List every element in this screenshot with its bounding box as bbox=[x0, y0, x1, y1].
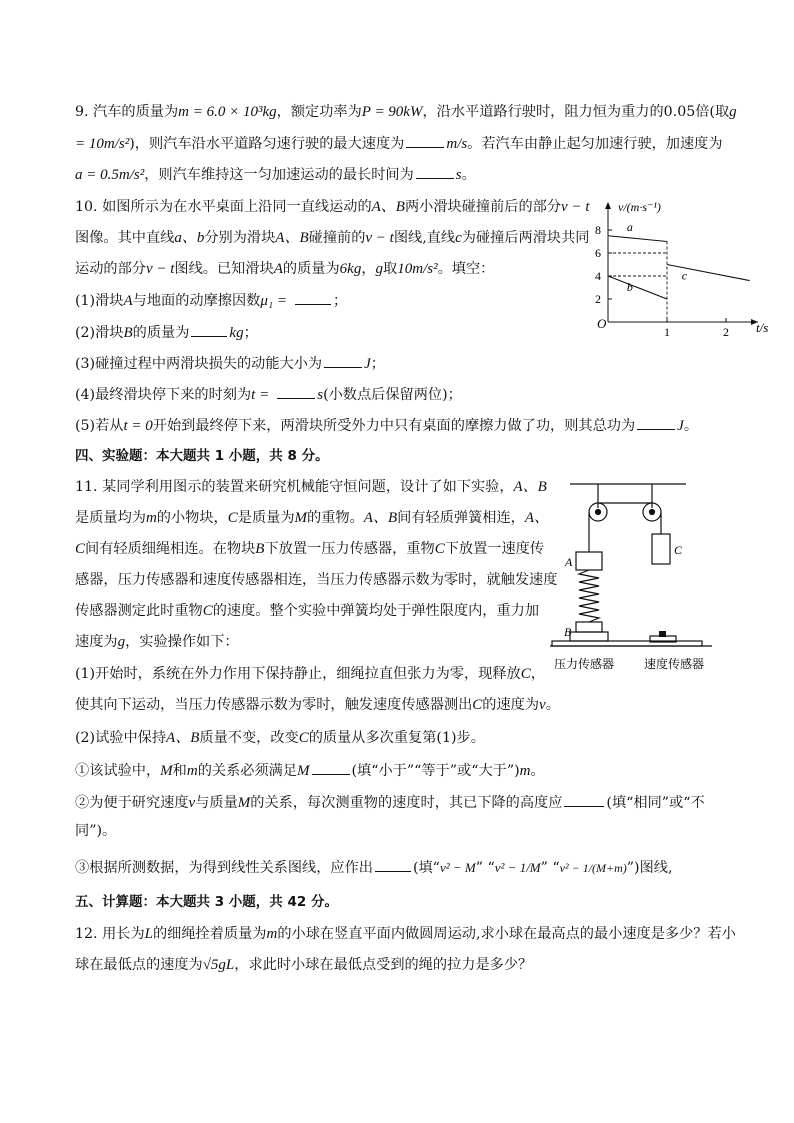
sensor-base bbox=[552, 641, 702, 646]
text: 球在最低点的速度为 bbox=[75, 957, 203, 973]
text: ”)图线, bbox=[626, 860, 673, 876]
q9-line-1 bbox=[75, 102, 737, 122]
q11-step-1-cont bbox=[75, 695, 560, 715]
x-tick-label: 1 bbox=[664, 325, 670, 336]
text: 下放置一速度传 bbox=[444, 541, 545, 557]
pulley-right-axle bbox=[650, 510, 655, 515]
section-heading: 五、计算题：本大题共 3 小题，共 42 分。 bbox=[75, 894, 338, 910]
text: 图线。已知滑块 bbox=[174, 261, 274, 277]
text: (小数点后保留两位)； bbox=[323, 387, 462, 403]
text: (1)开始时，系统在外力作用下保持静止，细绳拉直但张力为零，现释放 bbox=[75, 666, 521, 682]
pressure-sensor-label: 压力传感器 bbox=[554, 657, 615, 671]
text: 的关系，每次测重物的速度时，其已下降的高度应 bbox=[250, 795, 563, 811]
math: A bbox=[273, 261, 283, 277]
text: 使其向下运动，当压力传感器示数为零时，触发速度传感器测出 bbox=[75, 697, 473, 713]
math: C bbox=[298, 730, 309, 746]
pulley-left-axle bbox=[596, 510, 601, 515]
math: v − t bbox=[145, 261, 175, 277]
math: v bbox=[539, 697, 546, 713]
math: C bbox=[75, 541, 86, 557]
text: ②为便于研究速度 bbox=[75, 795, 189, 811]
text: 。 bbox=[530, 763, 545, 779]
text: )，则汽车沿水平道路匀速行驶的最大速度为 bbox=[129, 136, 405, 152]
y-tick-label: 2 bbox=[595, 292, 601, 306]
math: L bbox=[144, 926, 153, 942]
label-a: A bbox=[565, 555, 573, 569]
math: v bbox=[188, 795, 196, 811]
math: v² − 1/(M+m) bbox=[559, 861, 627, 875]
math: C bbox=[434, 541, 445, 557]
q12-line-2 bbox=[75, 955, 532, 975]
text: 传感器测定此时重物 bbox=[75, 603, 203, 619]
math: B bbox=[123, 325, 133, 341]
q10-part-5 bbox=[75, 415, 698, 436]
q10-line-2 bbox=[75, 228, 589, 248]
math: m bbox=[519, 763, 531, 779]
q10-part-4 bbox=[75, 384, 462, 405]
q11-line-4: 感器，压力传感器和速度传感器相连，当压力传感器示数为零时，就触发速度 bbox=[75, 572, 558, 588]
label-b: B bbox=[564, 625, 572, 639]
y-tick-label: 4 bbox=[595, 269, 601, 283]
text: 与质量 bbox=[195, 795, 238, 811]
math: P = 90kW bbox=[361, 104, 423, 120]
math: a、b bbox=[174, 230, 205, 246]
text: 。 bbox=[461, 167, 476, 183]
math: g bbox=[117, 634, 126, 650]
q11-line-6 bbox=[75, 632, 239, 652]
label-c: C bbox=[674, 543, 683, 557]
pressure-sensor-plate bbox=[570, 632, 608, 641]
block-b bbox=[576, 622, 602, 632]
text: 速度为 bbox=[75, 634, 118, 650]
text: 的重物。 bbox=[307, 510, 364, 526]
text: (1)滑块 bbox=[75, 293, 124, 309]
math: C bbox=[472, 697, 483, 713]
math: v − t bbox=[561, 199, 590, 215]
unit: kg bbox=[229, 325, 244, 341]
math: √5gL bbox=[202, 957, 235, 973]
y-axis-arrow bbox=[605, 202, 611, 209]
text: 运动的部分 bbox=[75, 261, 146, 277]
text: ，求此时小球在最低点受到的绳的拉力是多少？ bbox=[234, 957, 533, 973]
text: ，沿水平道路行驶时，阻力恒为重力的0.05倍(取 bbox=[422, 104, 730, 120]
math: m bbox=[145, 510, 157, 526]
text: (2)滑块 bbox=[75, 325, 124, 341]
text: 图线,直线 bbox=[393, 230, 456, 246]
answer-blank[interactable] bbox=[324, 353, 362, 368]
text: (填“相同”或“不 bbox=[606, 795, 705, 811]
text: 图像。其中直线 bbox=[75, 230, 175, 246]
q9-line-3 bbox=[75, 164, 476, 185]
math: M bbox=[297, 763, 310, 779]
math: v² − M bbox=[439, 860, 476, 875]
math: A、B bbox=[513, 479, 547, 495]
q12-line-1 bbox=[75, 924, 736, 944]
text: 开始到最终停下来，两滑块所受外力中只有桌面的摩擦力做了功，则其总功为 bbox=[152, 418, 636, 434]
text: (5)若从 bbox=[75, 418, 124, 434]
answer-blank[interactable] bbox=[416, 164, 454, 179]
series-line-c bbox=[667, 265, 750, 281]
math: A、 bbox=[524, 510, 549, 526]
q9-line-2 bbox=[75, 133, 723, 154]
text: 11. 某同学利用图示的装置来研究机械能守恒问题，设计了如下实验， bbox=[75, 479, 514, 495]
answer-blank[interactable] bbox=[406, 133, 444, 148]
q10-line-1 bbox=[75, 197, 590, 217]
text: 。若汽车由静止起匀加速行驶，加速度为 bbox=[467, 136, 723, 152]
q10-line-3 bbox=[75, 259, 494, 279]
label-b: b bbox=[626, 279, 633, 294]
text: 的小球在竖直平面内做圆周运动,求小球在最高点的最小速度是多少？若小 bbox=[277, 926, 736, 942]
text: (填“ bbox=[412, 860, 440, 876]
math: C bbox=[202, 603, 213, 619]
q11-q2 bbox=[75, 792, 705, 813]
math: A bbox=[123, 293, 133, 309]
speed-sensor-knob bbox=[659, 631, 666, 637]
q10-part-2 bbox=[75, 322, 258, 343]
y-axis-label: v/(m·s⁻¹) bbox=[618, 200, 661, 214]
origin-label: O bbox=[597, 316, 607, 331]
q11-line-2 bbox=[75, 508, 549, 528]
text: 10. 如图所示为在水平桌面上沿同一直线运动的 bbox=[75, 199, 372, 215]
text: ； bbox=[243, 325, 258, 341]
q11-line-5 bbox=[75, 601, 539, 621]
math: B bbox=[255, 541, 265, 557]
text: ； bbox=[370, 356, 385, 372]
text: 9. 汽车的质量为 bbox=[75, 104, 179, 120]
answer-blank[interactable] bbox=[191, 322, 227, 337]
math: v − t bbox=[365, 230, 394, 246]
text: 的质量从多次重复第(1)步。 bbox=[308, 730, 485, 746]
text: 与地面的动摩擦因数 bbox=[132, 293, 261, 309]
q10-part-1 bbox=[75, 290, 347, 311]
apparatus-figure bbox=[540, 478, 720, 676]
math: 6kg bbox=[339, 261, 362, 277]
text: 是质量为 bbox=[237, 510, 295, 526]
y-tick-label: 6 bbox=[595, 246, 601, 260]
text: ， bbox=[361, 261, 376, 277]
text: 的速度为 bbox=[482, 697, 540, 713]
q11-step-2 bbox=[75, 728, 485, 748]
label-c: c bbox=[681, 268, 688, 283]
series-line-b bbox=[608, 276, 667, 299]
text: 下放置一压力传感器，重物 bbox=[264, 541, 435, 557]
text: 质量不变，改变 bbox=[199, 730, 299, 746]
text: 。 bbox=[683, 418, 699, 434]
answer-blank[interactable] bbox=[312, 760, 350, 775]
speed-sensor-label: 速度传感器 bbox=[644, 657, 705, 671]
math: t = 0 bbox=[123, 418, 153, 434]
label-a: a bbox=[626, 220, 633, 235]
y-tick-label: 8 bbox=[595, 223, 601, 237]
math: M bbox=[160, 763, 173, 779]
math: = 10m/s² bbox=[75, 136, 130, 152]
q11-line-3 bbox=[75, 539, 544, 559]
vt-graph bbox=[588, 196, 788, 336]
series-line-a bbox=[608, 236, 667, 242]
text: 的小物块， bbox=[156, 510, 228, 526]
math: g bbox=[729, 104, 737, 120]
text: ” “ bbox=[540, 860, 560, 876]
answer-blank[interactable] bbox=[564, 792, 604, 807]
math: v² − 1/M bbox=[494, 860, 541, 875]
unit: J bbox=[364, 356, 371, 372]
math: M bbox=[237, 795, 251, 811]
text: ，实验操作如下： bbox=[125, 634, 239, 650]
answer-blank[interactable] bbox=[277, 384, 315, 399]
q11-line-1 bbox=[75, 477, 547, 497]
math: C bbox=[520, 666, 531, 682]
spring bbox=[579, 570, 599, 622]
text: (4)最终滑块停下来的时刻为 bbox=[75, 387, 252, 403]
text: 和 bbox=[172, 763, 187, 779]
text: 。填空： bbox=[437, 261, 495, 277]
unit: m/s bbox=[446, 136, 468, 152]
text: 的质量为 bbox=[282, 261, 340, 277]
text: 的速度。整个实验中弹簧均处于弹性限度内，重力加 bbox=[212, 603, 540, 619]
weight-c bbox=[652, 534, 670, 564]
text: 的细绳拴着质量为 bbox=[152, 926, 267, 942]
math: A、B bbox=[371, 199, 405, 215]
text: 间有轻质弹簧相连， bbox=[397, 510, 525, 526]
text: ； bbox=[332, 293, 348, 309]
x-axis-label: t/s bbox=[756, 320, 769, 335]
math: A、B bbox=[363, 510, 398, 526]
unit: s bbox=[455, 167, 462, 183]
math: m bbox=[186, 763, 198, 779]
section-heading: 四、实验题：本大题共 1 小题，共 8 分。 bbox=[75, 448, 329, 464]
text: 的质量为 bbox=[132, 325, 190, 341]
text: 是质量均为 bbox=[75, 510, 146, 526]
text: ③根据所测数据，为得到线性关系图线，应作出 bbox=[75, 860, 373, 876]
text: (2)试验中保持 bbox=[75, 730, 167, 746]
math: m = 6.0 × 10³kg bbox=[178, 104, 277, 120]
math: m bbox=[266, 926, 278, 942]
block-a bbox=[576, 552, 602, 570]
text: 12. 用长为 bbox=[75, 926, 145, 942]
math: g bbox=[375, 261, 384, 277]
q11-step-1: (1)开始时，系统在外力作用下保持静止，细绳拉直但张力为零，现释放C， bbox=[75, 666, 545, 682]
answer-blank[interactable] bbox=[637, 415, 675, 430]
math: 10m/s² bbox=[397, 261, 438, 277]
text: ，则汽车维持这一匀加速运动的最长时间为 bbox=[144, 167, 414, 183]
text: 。 bbox=[545, 697, 560, 713]
text: (3)碰撞过程中两滑块损失的动能大小为 bbox=[75, 356, 323, 372]
unit: J bbox=[677, 418, 684, 434]
q11-q2-cont: 同”)。 bbox=[75, 823, 117, 839]
text: ，额定功率为 bbox=[276, 104, 362, 120]
answer-blank[interactable] bbox=[375, 857, 411, 872]
unit: s bbox=[317, 387, 324, 403]
math: c bbox=[455, 230, 462, 246]
text: 间有轻质细绳相连。在物块 bbox=[85, 541, 256, 557]
q10-part-3 bbox=[75, 353, 385, 374]
math: A、B bbox=[275, 230, 309, 246]
text: 两小滑块碰撞前后的部分 bbox=[404, 199, 562, 215]
text: 取 bbox=[383, 261, 398, 277]
math: M bbox=[294, 510, 308, 526]
text: ①该试验中， bbox=[75, 763, 161, 779]
text: (填“小于”“等于”或“大于”) bbox=[351, 763, 520, 779]
x-tick-label: 2 bbox=[723, 325, 729, 336]
q11-q3 bbox=[75, 857, 672, 878]
q11-q1 bbox=[75, 760, 545, 781]
math: a = 0.5m/s² bbox=[75, 167, 145, 183]
math: t = bbox=[251, 387, 270, 403]
text: 分别为滑块 bbox=[204, 230, 276, 246]
math: μ₁ = bbox=[260, 293, 287, 309]
text: 的关系必须满足 bbox=[197, 763, 298, 779]
text: 碰撞前的 bbox=[308, 230, 366, 246]
answer-blank[interactable] bbox=[295, 290, 331, 305]
vt-series bbox=[595, 220, 750, 336]
text: ” “ bbox=[475, 860, 495, 876]
math: C bbox=[227, 510, 238, 526]
text: 为碰撞后两滑块共同 bbox=[461, 230, 590, 246]
math: A、B bbox=[166, 730, 200, 746]
